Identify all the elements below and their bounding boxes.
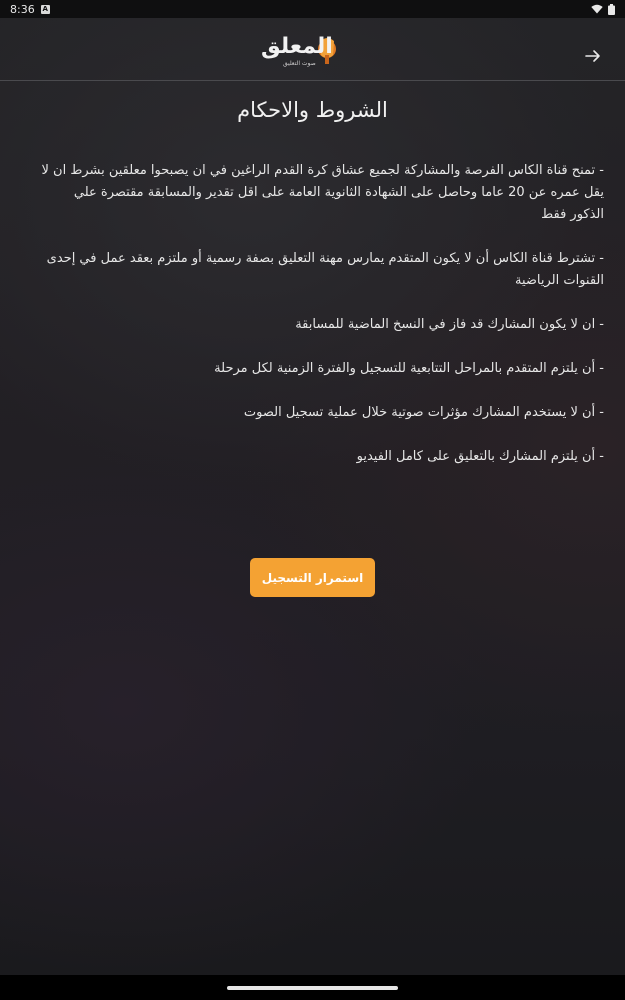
logo-text: المعلق — [261, 34, 333, 59]
battery-icon — [608, 4, 615, 15]
status-bar — [0, 0, 625, 18]
app-screen — [0, 18, 625, 975]
term-item: - تشترط قناة الكاس أن لا يكون المتقدم يمارس مهنة التعليق بصفة رسمية أو ملتزم بعقد عمل في إحدى القنوات الرياضية — [46, 251, 604, 288]
status-right — [591, 4, 615, 15]
terms-list — [40, 160, 604, 490]
home-indicator[interactable] — [227, 986, 398, 990]
app-logo — [261, 33, 343, 69]
status-left — [10, 3, 50, 16]
continue-registration-button[interactable]: استمرار التسجيل — [250, 558, 375, 597]
term-item: - ان لا يكون المشارك قد فاز في النسخ الماضية للمسابقة — [295, 317, 604, 332]
term-item: - أن يلتزم المشارك بالتعليق على كامل الفيديو — [356, 449, 604, 464]
app-notification-icon: A — [42, 4, 48, 13]
page-title: الشروط والاحكام — [237, 98, 388, 122]
term-item: - أن يلتزم المتقدم بالمراحل التتابعية للتسجيل والفترة الزمنية لكل مرحلة — [214, 361, 604, 376]
term-item: - تمنح قناة الكاس الفرصة والمشاركة لجميع عشاق كرة القدم الراغين في ان يصبحوا معلقين بشرط ان لا يقل عمره عن 20 عاما وحاصل على الشهادة الثانوية العامة على اقل تقدير والمسابقة مقتصرة علي الذكور فقط — [41, 163, 604, 222]
logo-subtitle: صوت التعليق — [283, 60, 316, 67]
navigation-bar — [0, 975, 625, 1000]
arrow-right-icon — [585, 49, 601, 63]
back-button[interactable] — [582, 45, 604, 67]
term-item: - أن لا يستخدم المشارك مؤثرات صوتية خلال عملية تسجيل الصوت — [243, 405, 604, 420]
wifi-icon — [591, 4, 603, 14]
app-header — [0, 18, 625, 81]
status-time: 8:36 — [10, 2, 35, 16]
